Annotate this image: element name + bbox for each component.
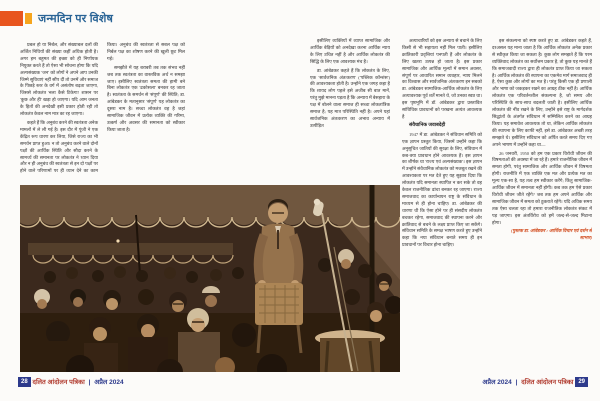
rcol2-paragraph-2: 1947 में डा. आंबेडकर ने संविधान समिति को एक ज्ञापन प्रस्तुत किया, जिसमें उन्होंने कहा कि अनुसूचित जातियों की सुरक्षा के लिए, संविधान में कब-क्या प्रावधान होने आवश्यक हैं। इस ज्ञापन का शीर्षक था 'राज्य एवं अल्पसंख्यक'। इस ज्ञापन में उन्होंने संवैधानिक लोकतंत्र को मजबूत रखने की आवश्यकता पर मत देते हुए यह सुझाव दिया कि लोकतंत्र यदि समानता स्थापित न कर सके तो वह केवल राजनीतिक ढांचा बनकर रह जाएगा। राज्य समाजवाद का कार्यान्वयन राष्ट्र के संविधान के माध्यम से ही होना चाहिए। डा. आंबेडकर की धारणा थी कि ऐसा होने पर ही संसदीय लोकतंत्र बचकर रहेगा, समाजवाद की स्थापना करने और क्रांतिवाद से बचने के लक्ष्य प्राप्त किए जा सकेंगे। संविधान समिति के समक्ष भाषण करते हुए उन्होंने कहा कि नया संविधान बनाते समय ही इन प्रावधानों पर विचार होना चाहिए।: [402, 131, 482, 248]
section-subheading: संवैधानिक जवाबदेही: [409, 122, 446, 128]
footer-left: [18, 377, 124, 389]
photo-figure: [20, 185, 400, 372]
rcol1-paragraph-1: इसीलिए व्यक्तियों में व्याप्त सामाजिक और आर्थिक बेड़ियों को अनदेखा करना आर्थिक न्याय के लिए उचित नहीं है और आर्थिक लोकतंत्र की सिद्धि के लिए एक आवश्यक मंच है।: [310, 38, 390, 64]
footer-right: [482, 377, 588, 389]
left-paragraph-3: समझौते में यह बराबरी तब तक संभव नहीं जब तक स्वतंत्रता का वास्तविक अर्थ न समझा जाए। इसीलिए स्वतंत्रता समता की हामी बने बिना लोकतंत्र एक 'ढकोसला' बनकर रह जाता है। स्वतंत्रता के समर्थन से 'संपूर्ण' की स्थिति; डा. आंबेडकर के मतानुसार 'संपूर्ण' यह लोकतंत्र का दूसरा नाम है। सच्चा लोकतंत्र वह है जहां सामाजिक जीवन में प्रत्येक व्यक्ति की गरिमा, उत्कर्ष और अवसर की समानता को स्वीकार किया जाता है।: [107, 64, 185, 132]
rcol2-paragraph-1: अत्याचारियों को इस अन्याय से बचाने के लिए किसी से भी सहायता नहीं मिल पाती। इसीलिए क्रांतिकारी प्रवृत्तियां पनपती हैं और लोकतंत्र के लिए खतरा उत्पन्न हो जाता है। इस प्रकार सामाजिक और आर्थिक मूल्यों में समान अवसर, संपूर्ण पर आधारित समान व्यवहार, न्याय मिलने का विश्वास और सार्वजनिक अंतःकरण इन सबको डा. आंबेडकर सामाजिक-आर्थिक लोकतंत्र के लिए अत्यावश्यक पूर्व शर्तें मानते थे, जो उनका स्वप्न था। इस पृष्ठभूमि में डॉ. आंबेडकर द्वारा प्रस्तावित सांविधिक प्रावधानों को परखना अत्यंत आवश्यक है: [402, 38, 482, 119]
right-page-column-2: [402, 38, 482, 371]
header-accent-bar: [0, 11, 23, 26]
page-title: जन्मदिन पर विशेष: [38, 13, 114, 25]
issue-date-right: अप्रैल 2024: [482, 379, 512, 386]
rcol3-paragraph-1: इस संकल्पना को स्पष्ट करते हुए डा. आंबेडकर कहते हैं, दरअसल यह माना जाता है कि आर्थिक लोकतंत्र अनेक प्रकार से स्वीकृत किया जा सकता है। कुछ लोग समझते हैं कि परम व्यक्तिवाद लोकतंत्र का सर्वोत्तम प्रकार है, तो कुछ यह मानते हैं कि समाजवादी राज्य द्वारा ही लोकतंत्र प्राप्त किया जा सकता है। आर्थिक लोकतंत्र की स्थापना का एकमेव मार्ग समाजवाद ही है, ऐसा कुछ और लोगों का मत है। परंतु किसी एक ही प्रणाली और भाषा को जकड़कर रखने का आग्रह ठीक नहीं है। आर्थिक लोकतंत्र एक परिवर्तनशील संकल्पना है, जो समय और परिस्थिति के साथ-साथ बदलती जाती है। इसीलिए आर्थिक लोकतंत्र की नींव रखने के लिए, उन्होंने इसे राष्ट्र के मार्गदर्शक सिद्धांतों के अंतर्गत संविधान में सम्मिलित करने का आग्रह किया। यह समावेश आवश्यक तो था, लेकिन आर्थिक लोकतंत्र की स्थापना के लिए काफी नहीं, इसे डा. आंबेडकर अच्छी तरह समझते थे। इसीलिए संविधान को अर्पित करते समय दिए गए अपने भाषण में उन्होंने कहा था—: [492, 38, 592, 147]
rcol3-paragraph-2: 26 जनवरी, 1950 को हम एक प्रकार विरोधी जीवन की विषमताओं की अवस्था में जा रहे हैं। हमारे राजनीतिक जीवन में समता होगी, परंतु सामाजिक और आर्थिक जीवन में विषमता होगी। राजनीति में एक व्यक्ति एक मत और प्रत्येक मत का मूल्य एक-सा है, यह तत्व हम स्वीकार करेंगे; किंतु सामाजिक-आर्थिक जीवन में समानता नहीं होगी। कब तक हम ऐसे प्रकार विरोधी जीवन जीते रहेंगे? जब तक हम अपने आर्थिक और सामाजिक जीवन में समता को ठुकराते रहेंगे। यदि अधिक समय तक ऐसा चलता रहा तो हमारा राजनीतिक लोकतंत्र संकट में पड़ जाएगा। इस अंतर्विरोध को हमें जल्द-से-जल्द मिटाना होगा।: [492, 150, 592, 225]
magazine-name-right: दलित आंदोलन पत्रिका: [521, 379, 574, 386]
magazine-name-left: दलित आंदोलन पत्रिका: [32, 379, 85, 386]
footer-separator-right: |: [515, 379, 518, 386]
right-page-column-1: [310, 38, 390, 184]
book-credit-line: (पुस्तक डा. आंबेडकर : आर्थिक विचार एवं दर्शन से साभार): [510, 228, 592, 241]
header-bullet-icon: [25, 13, 32, 24]
issue-date-left: अप्रैल 2024: [94, 379, 124, 386]
page-number-right: 29: [575, 377, 588, 387]
left-page-columns: [20, 42, 272, 182]
rcol1-paragraph-2: डा. आंबेडकर कहते हैं कि लोकतंत्र के लिए, एक 'सार्वजनिक अंतःकरण' ('पब्लिक कॉन्शंस') की आवश्यकता होती है। उन्होंने एक जगह कहा है कि शायद लोग पहले इसे अजीब सी बात मानें, परंतु मुझे मानना पड़ता है कि अन्याय में बेसहारा के पक्ष में बोलने वाला समाज ही सच्चा लोकतांत्रिक समाज है; यह मात्र परिस्थिति नहीं है। अपने यहां सार्वजनिक अंतःकरण का अभाव अन्याय में उत्पीड़ित: [310, 67, 390, 128]
right-page-column-3: [492, 38, 592, 371]
left-paragraph-1: प्रबल हो या निर्बल, और संख्याबल दलों की अर्जित निधियों की संख्या कहीं अधिक होती है। अगर हम बहुमत की इच्छा को ही निर्णायक नियुक्त करते हैं तो ऐसा भी सोचना होगा कि यदि अल्पसंख्यक 'जन' को लोगों ने अपने आप उनकी जिम्मे सुविधाएं नहीं सौंप दीं तो उनमें और समाज के पिछड़े स्तर के वर्ग में असंतोष बढ़ता जाएगा, जिससे लोकतंत्र भला कैसे टिकेगा! शासन पर 'कुछ और ही' खड़ा हो जाएगा। यदि आम जनता के हितों की अनदेखी इसी प्रकार होती रही तो लोकतंत्र केवल नाम मात्र का रह जाएगा।: [20, 42, 98, 117]
header-band: [0, 11, 600, 27]
ambedkar-speech-photo-illustration: [20, 185, 400, 372]
footer-separator-left: |: [88, 379, 91, 386]
left-paragraph-2: कहते हैं कि अनुबंध करने की स्वतंत्रता अनेक मामलों में ले ली गई है। इस दौर में पूंजी ने एक केंद्रित रूप धारण कर लिया, जिसे राज्य का भी समर्थन प्राप्त हुआ। न तो अनुबंध करने वाले दोनों पक्षों की आर्थिक स्थिति और सौदा करने के सामर्थ्य की समानता पर लोकतंत्र ने ध्यान दिया और न ही अनुबंध की स्वतंत्रता से इन दो पक्षों पर होने वाले परिणामों पर ही ध्यान देने का काम किया। अनुबंध की स्वतंत्रता से सबल पक्ष को निर्बल पक्ष का शोषण करने की खुली छूट मिल गई।: [20, 42, 185, 174]
page-number-left: 28: [18, 377, 31, 387]
